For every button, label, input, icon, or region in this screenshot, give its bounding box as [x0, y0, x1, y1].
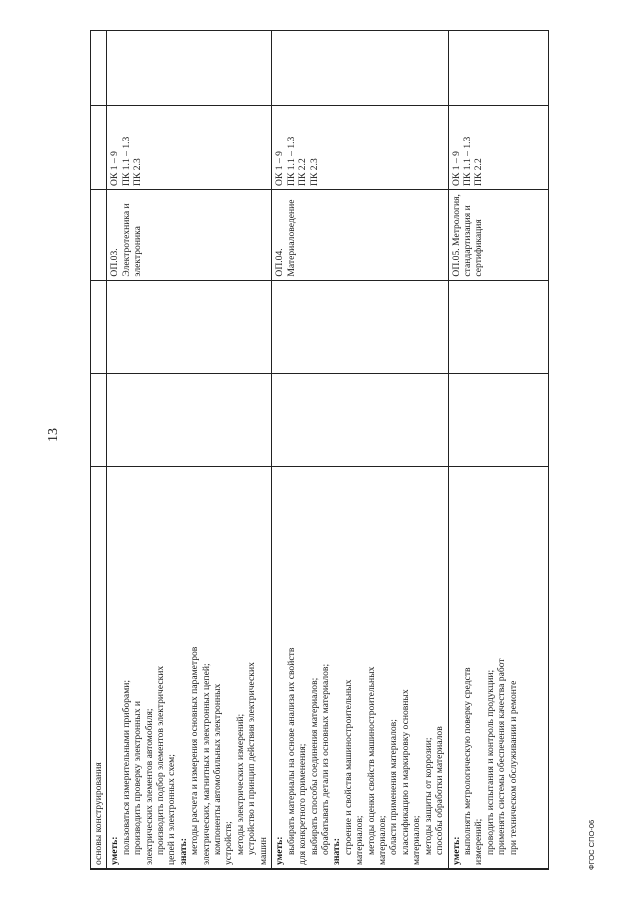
table-row [107, 31, 272, 870]
extra-cell [91, 31, 107, 106]
requirements-text [93, 470, 104, 865]
competency-code: ОК 1 – 9 [450, 151, 462, 186]
discipline-code: ОП.05. Метрология, стандартизация и сертификация [450, 194, 485, 277]
discipline-code-cell [448, 189, 548, 280]
requirement-line: области применения материалов; [388, 719, 400, 855]
requirement-line: машин [257, 837, 269, 865]
requirement-line: материалов; [411, 815, 423, 865]
requirements-text [274, 470, 445, 865]
requirement-line: пользоваться измерительными приборами; [120, 679, 132, 855]
table-cell-empty [107, 869, 272, 870]
rotated-page [40, 30, 605, 870]
table-row [448, 31, 548, 870]
hours-max-cell [448, 374, 548, 467]
competencies-cell [448, 106, 548, 190]
discipline-code-cell [107, 189, 272, 280]
requirements-text [109, 470, 269, 865]
requirement-line: измерений; [473, 818, 485, 865]
extra-cell [107, 31, 272, 106]
section-heading: уметь: [450, 836, 462, 865]
competency-code: ПК 1.1 – 1.3 [120, 136, 132, 186]
competency-code: ПК 1.1 – 1.3 [461, 136, 473, 186]
discipline-code-cell [91, 189, 107, 280]
competency-code: ПК 2.2 [473, 158, 485, 186]
requirements-cell [272, 467, 448, 869]
competency-list [109, 109, 143, 186]
hours-class-cell [272, 280, 448, 373]
section-heading: знать: [177, 838, 189, 865]
hours-class-cell [107, 280, 272, 373]
requirement-line: строение и свойства машиностроительных [342, 679, 354, 855]
requirement-line: классификацию и маркировку основных [399, 689, 411, 855]
hours-max-cell [91, 374, 107, 467]
competencies-cell [272, 106, 448, 190]
requirement-line: материалов; [377, 815, 389, 865]
requirement-line: проводить испытания и контроль продукции; [484, 669, 496, 855]
requirement-line: выбирать способы соединения материалов; [308, 677, 320, 855]
competencies-cell [107, 106, 272, 190]
requirement-line: материалов; [354, 815, 366, 865]
requirement-line: методы защиты от коррозии; [422, 737, 434, 855]
requirement-line: для конкретного применения; [297, 743, 309, 865]
discipline-code-cell [272, 189, 448, 280]
hours-max-cell [107, 374, 272, 467]
requirements-cell [107, 467, 272, 869]
requirement-line: выбирать материалы на основе анализа их свойств [285, 647, 297, 855]
extra-cell [448, 31, 548, 106]
competencies-cell [91, 106, 107, 190]
discipline-code: ОП.03. Электротехника и электроника [109, 203, 144, 277]
extra-cell [272, 31, 448, 106]
competency-code: ПК 2.2 [297, 158, 309, 186]
requirement-line: производить проверку электронных и [132, 700, 144, 855]
requirement-line: методы расчета и измерения основных параметров [189, 646, 201, 855]
footer-label: ФГОС СПО-06 [587, 819, 596, 870]
competency-code: ПК 2.3 [132, 158, 144, 186]
competency-code: ОК 1 – 9 [109, 151, 121, 186]
requirement-line: обрабатывать детали из основных материалов; [320, 663, 332, 855]
page-number: 13 [46, 428, 61, 442]
table-cell-empty [91, 869, 107, 870]
hours-max-cell [272, 374, 448, 467]
section-heading: уметь: [274, 836, 286, 865]
requirement-line: компоненты автомобильных электронных [212, 683, 224, 855]
competency-code: ПК 1.1 – 1.3 [285, 136, 297, 186]
competency-list [274, 109, 320, 186]
requirement-line: устройство и принцип действия электрических [246, 662, 258, 855]
competency-code: ОК 1 – 9 [274, 151, 286, 186]
requirement-line: цепей и электронных схем; [166, 754, 178, 865]
hours-class-cell [448, 280, 548, 373]
requirements-cell [448, 467, 548, 869]
requirement-line: способы обработки материалов [434, 726, 446, 855]
requirements-cell [91, 467, 107, 869]
table-cell-empty [448, 869, 548, 870]
table-cell-empty [272, 869, 448, 870]
section-heading: знать: [331, 838, 343, 865]
table-row [91, 31, 107, 870]
competency-table [90, 30, 549, 870]
requirement-line: при техническом обслуживании и ремонте [507, 680, 519, 855]
competency-code: ПК 2.3 [308, 158, 320, 186]
requirement-line: электрических элементов автомобиля; [143, 708, 155, 865]
requirement-line: электрических, магнитных и электронных цепей; [200, 663, 212, 865]
requirement-line: производить подбор элементов электрических [155, 665, 167, 855]
discipline-code: ОП.04. Материаловедение [274, 199, 297, 277]
requirement-line: применять системы обеспечения качества работ [496, 658, 508, 855]
requirement-line: методы оценки свойств машиностроительных [365, 666, 377, 855]
requirements-text [451, 470, 519, 865]
requirement-line: основы конструирования [93, 762, 104, 865]
hours-class-cell [91, 280, 107, 373]
section-heading: уметь: [109, 836, 121, 865]
requirement-line: устройств; [223, 821, 235, 865]
competency-list [451, 109, 485, 186]
requirement-line: выполнять метрологическую поверку средств [461, 667, 473, 855]
requirement-line: методы электрических измерений; [234, 713, 246, 855]
table-row [272, 31, 448, 870]
